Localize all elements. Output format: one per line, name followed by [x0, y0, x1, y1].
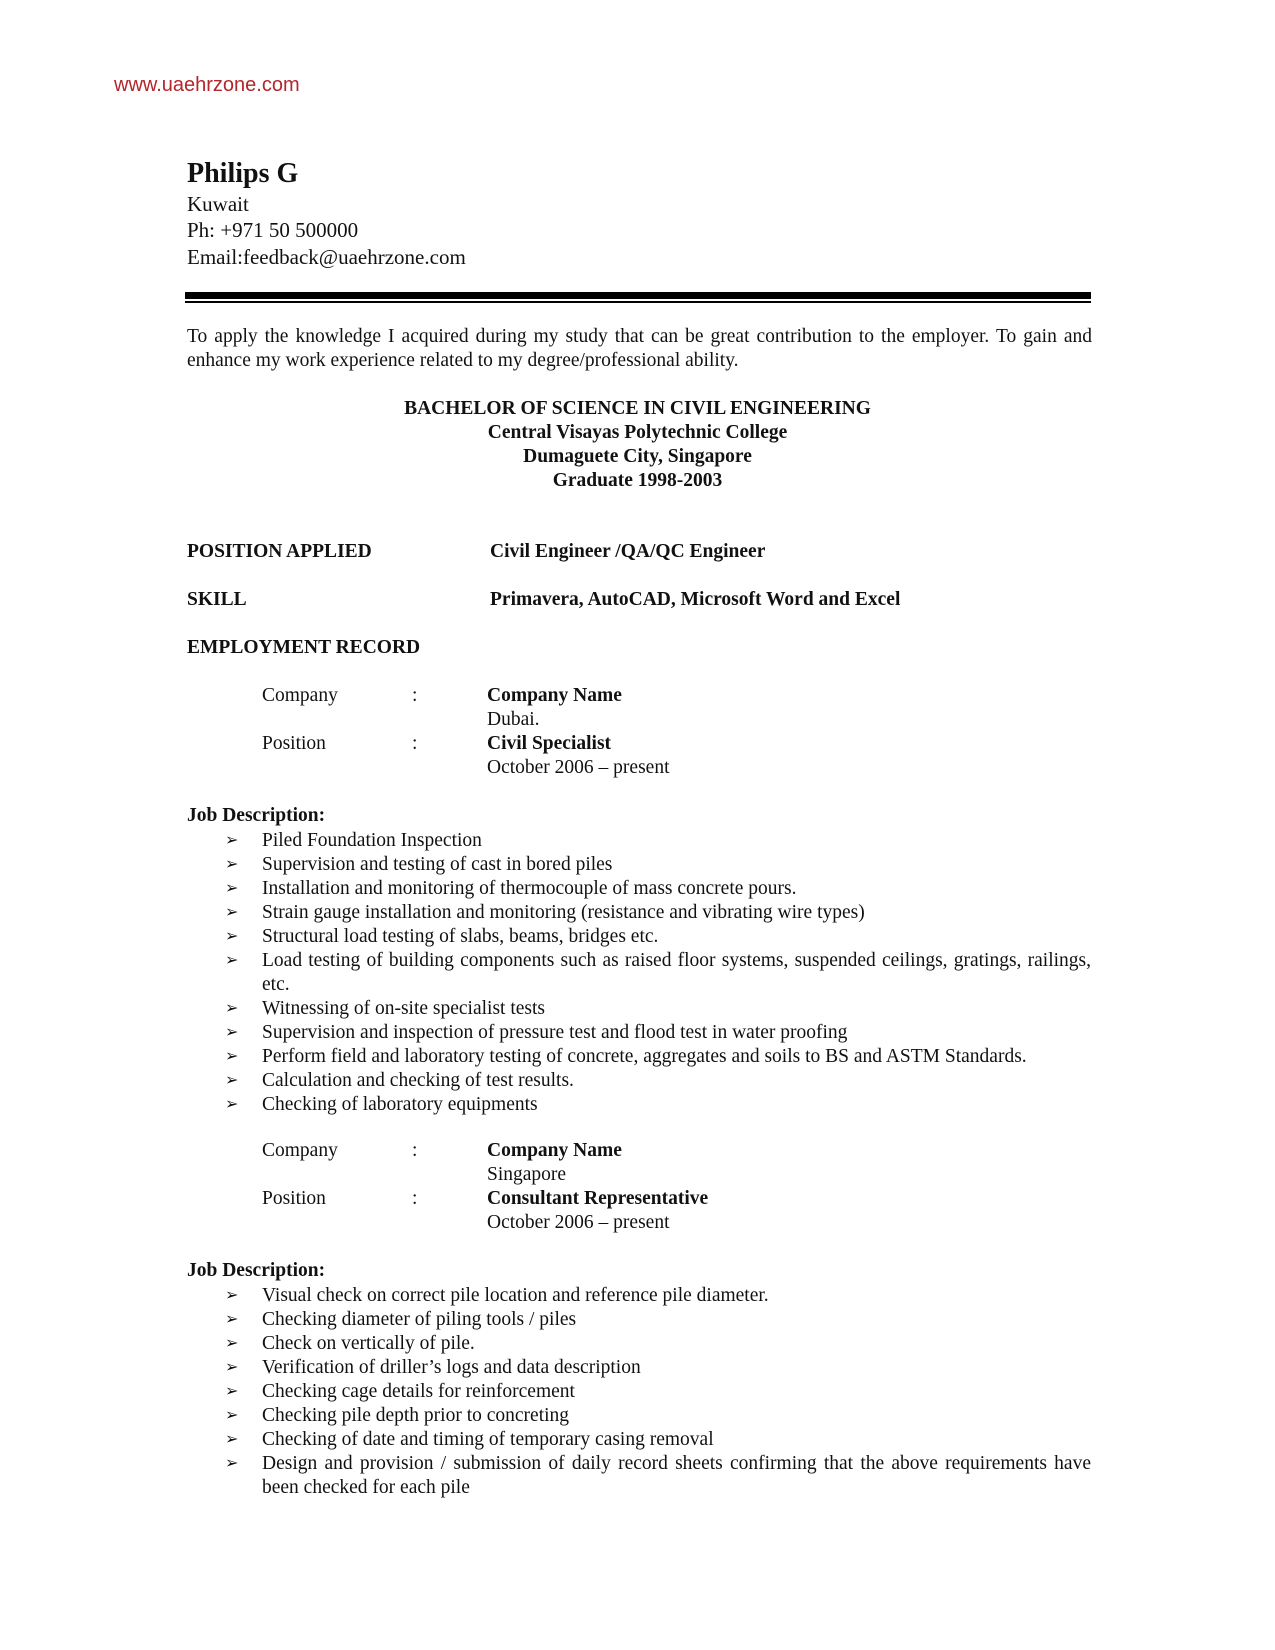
list-item: ➢ Witnessing of on-site specialist tests	[225, 998, 546, 1019]
job2-position-label: Position	[262, 1188, 326, 1209]
position-applied-label: POSITION APPLIED	[187, 541, 372, 562]
job1-position-label: Position	[262, 733, 326, 754]
arrow-bullet-icon: ➢	[225, 1455, 239, 1472]
list-item: ➢ Supervision and testing of cast in bored piles	[225, 854, 613, 875]
list-item: ➢ Calculation and checking of test results.	[225, 1070, 574, 1091]
arrow-bullet-icon: ➢	[225, 1096, 239, 1113]
list-item: ➢ Check on vertically of pile.	[225, 1333, 475, 1354]
job2-company-colon: :	[412, 1140, 418, 1161]
education-years: Graduate 1998-2003	[552, 470, 723, 491]
job1-description-heading: Job Description:	[187, 805, 326, 826]
job1-duties-list	[225, 829, 1091, 1117]
arrow-bullet-icon: ➢	[225, 1072, 239, 1089]
list-item: ➢ Checking pile depth prior to concreting	[225, 1405, 570, 1426]
arrow-bullet-icon: ➢	[225, 928, 239, 945]
arrow-bullet-icon: ➢	[225, 1359, 239, 1376]
job1-company-location: Dubai.	[487, 709, 540, 730]
arrow-bullet-icon: ➢	[225, 832, 239, 849]
job2-company-label: Company	[262, 1140, 338, 1161]
objective-text: To apply the knowledge I acquired during my study that can be great contribution to the employer. To gain and enhance my work experience related to my degree/professional ability.	[187, 326, 1092, 371]
job1-company-colon: :	[412, 685, 418, 706]
list-item: ➢ Design and provision / submission of daily record sheets confirming that the above requirements have been checked for each pile	[225, 1453, 1091, 1498]
position-applied-value: Civil Engineer /QA/QC Engineer	[490, 541, 766, 562]
job1-position-title: Civil Specialist	[487, 733, 612, 754]
list-item: ➢ Load testing of building components such as raised floor systems, suspended ceilings, gratings, railings, etc.	[225, 950, 1091, 995]
skill-value: Primavera, AutoCAD, Microsoft Word and Excel	[490, 589, 901, 610]
list-item: ➢ Checking of laboratory equipments	[225, 1094, 538, 1115]
job1-position-colon: :	[412, 733, 418, 754]
arrow-bullet-icon: ➢	[225, 1431, 239, 1448]
education-school: Central Visayas Polytechnic College	[487, 422, 788, 443]
list-item: ➢ Checking diameter of piling tools / piles	[225, 1309, 577, 1330]
list-item: ➢ Visual check on correct pile location and reference pile diameter.	[225, 1285, 769, 1306]
header-divider-thin	[185, 301, 1091, 303]
education-city: Dumaguete City, Singapore	[523, 446, 752, 467]
skill-label: SKILL	[187, 589, 247, 610]
job2-company-location: Singapore	[487, 1164, 567, 1185]
website-watermark[interactable]: www.uaehrzone.com	[114, 74, 300, 96]
arrow-bullet-icon: ➢	[225, 1287, 239, 1304]
job1-company-name: Company Name	[487, 685, 622, 706]
education-degree: BACHELOR OF SCIENCE IN CIVIL ENGINEERING	[404, 398, 871, 419]
arrow-bullet-icon: ➢	[225, 1048, 239, 1065]
arrow-bullet-icon: ➢	[225, 1000, 239, 1017]
candidate-location: Kuwait	[187, 192, 249, 216]
job2-duties-list	[225, 1284, 1091, 1500]
list-item: ➢ Structural load testing of slabs, beams, bridges etc.	[225, 926, 659, 947]
job2-position-colon: :	[412, 1188, 418, 1209]
arrow-bullet-icon: ➢	[225, 880, 239, 897]
arrow-bullet-icon: ➢	[225, 1024, 239, 1041]
list-item: ➢ Verification of driller’s logs and data description	[225, 1357, 641, 1378]
list-item: ➢ Perform field and laboratory testing of concrete, aggregates and soils to BS and ASTM Standards.	[225, 1046, 1027, 1067]
header-divider	[185, 292, 1091, 299]
employment-heading: EMPLOYMENT RECORD	[187, 637, 421, 658]
arrow-bullet-icon: ➢	[225, 952, 239, 969]
arrow-bullet-icon: ➢	[225, 856, 239, 873]
job2-description-heading: Job Description:	[187, 1260, 326, 1281]
job1-period: October 2006 – present	[487, 757, 670, 778]
list-item: ➢ Supervision and inspection of pressure test and flood test in water proofing	[225, 1022, 848, 1043]
arrow-bullet-icon: ➢	[225, 1383, 239, 1400]
arrow-bullet-icon: ➢	[225, 1407, 239, 1424]
candidate-email[interactable]: Email:feedback@uaehrzone.com	[187, 245, 466, 269]
job2-period: October 2006 – present	[487, 1212, 670, 1233]
list-item: ➢ Strain gauge installation and monitoring (resistance and vibrating wire types)	[225, 902, 865, 923]
job1-company-label: Company	[262, 685, 338, 706]
list-item: ➢ Checking of date and timing of temporary casing removal	[225, 1429, 714, 1450]
list-item: ➢ Piled Foundation Inspection	[225, 830, 482, 851]
list-item: ➢ Checking cage details for reinforcement	[225, 1381, 575, 1402]
candidate-name: Philips G	[187, 158, 299, 189]
list-item: ➢ Installation and monitoring of thermocouple of mass concrete pours.	[225, 878, 797, 899]
job2-company-name: Company Name	[487, 1140, 622, 1161]
candidate-phone: Ph: +971 50 500000	[187, 218, 359, 242]
arrow-bullet-icon: ➢	[225, 1335, 239, 1352]
arrow-bullet-icon: ➢	[225, 904, 239, 921]
job2-position-title: Consultant Representative	[487, 1188, 709, 1209]
arrow-bullet-icon: ➢	[225, 1311, 239, 1328]
